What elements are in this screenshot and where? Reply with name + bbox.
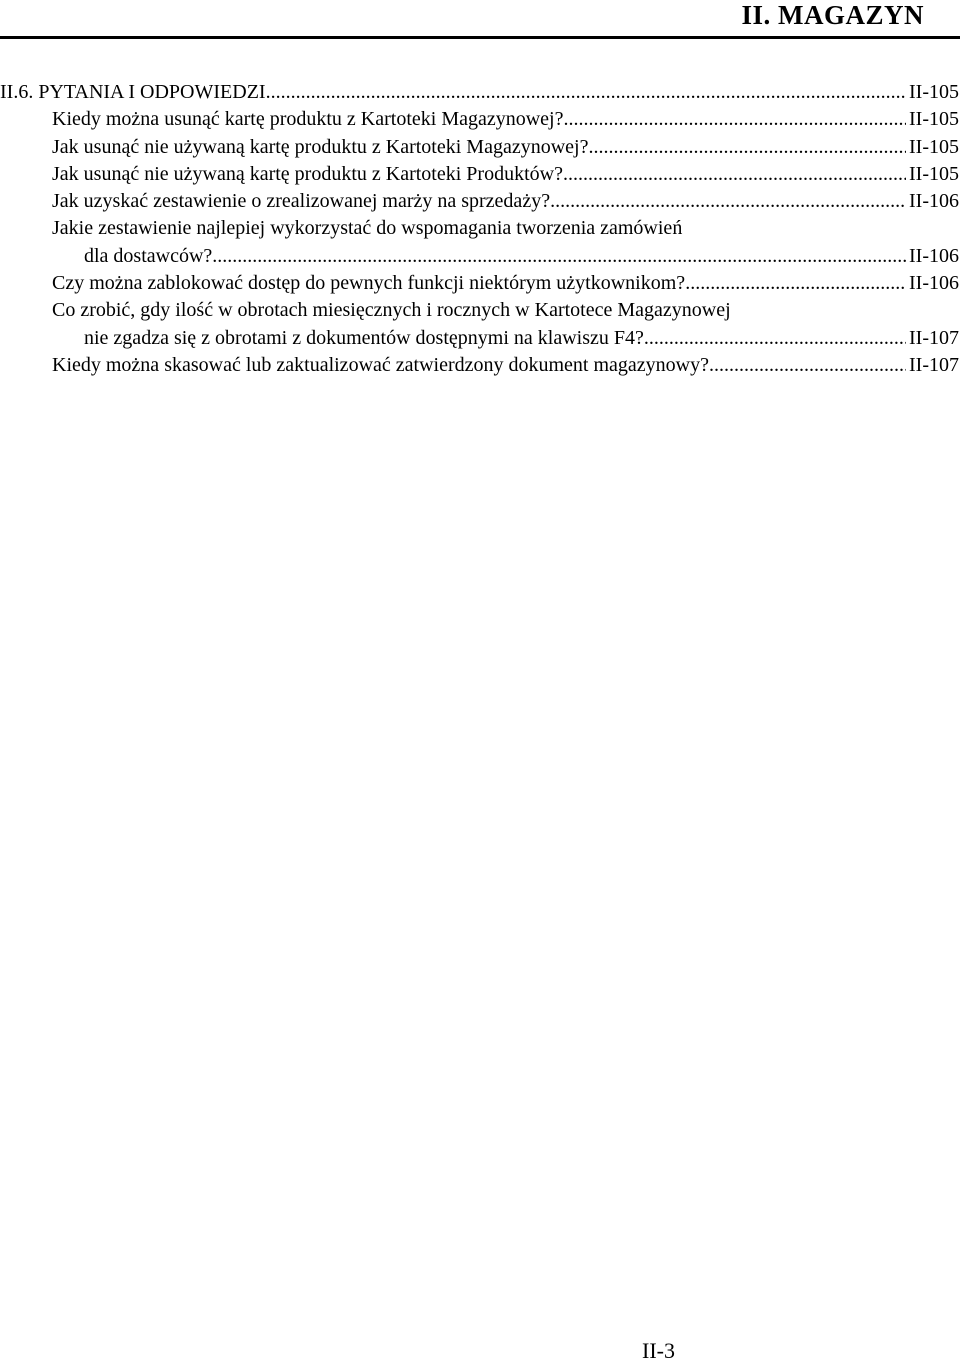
- toc-entry-page: II-106: [909, 244, 959, 267]
- toc-entry-text: nie zgadza się z obrotami z dokumentów dostępnymi na klawiszu F4?: [84, 326, 644, 349]
- toc-entry-continuation[interactable]: [0, 243, 960, 270]
- toc-entry-page: II-105: [909, 135, 959, 158]
- toc-entry-page: II-105: [909, 108, 959, 131]
- toc-leader-dots: [588, 134, 906, 161]
- toc-leader-dots: [550, 188, 906, 215]
- table-of-contents: [0, 79, 960, 379]
- toc-entry-continuation[interactable]: [0, 325, 960, 352]
- toc-leader-dots: [563, 161, 906, 188]
- toc-entry-text: Jakie zestawienie najlepiej wykorzystać do wspomagania tworzenia zamówień: [52, 217, 683, 240]
- toc-leader-dots: [266, 79, 906, 106]
- toc-entry[interactable]: [0, 106, 960, 133]
- toc-entry[interactable]: [0, 215, 960, 242]
- toc-entry[interactable]: [0, 134, 960, 161]
- toc-leader-dots: [709, 352, 906, 379]
- toc-entry-page: II-105: [909, 81, 959, 103]
- toc-entry[interactable]: [0, 161, 960, 188]
- toc-entry-text: II.6. PYTANIA I ODPOWIEDZI: [0, 81, 266, 103]
- toc-entry-text: Jak uzyskać zestawienie o zrealizowanej marży na sprzedaży?: [52, 190, 551, 213]
- toc-entry-page: II-106: [909, 272, 959, 295]
- toc-entry-text: Kiedy można skasować lub zaktualizować zatwierdzony dokument magazynowy?: [52, 353, 709, 376]
- toc-entry-page: II-107: [909, 353, 959, 376]
- toc-leader-dots: [212, 243, 906, 270]
- toc-entry-text: Co zrobić, gdy ilość w obrotach miesięcznych i rocznych w Kartotece Magazynowej: [52, 299, 731, 322]
- toc-leader-dots: [644, 325, 906, 352]
- toc-entry[interactable]: [0, 270, 960, 297]
- toc-entry-page: II-106: [909, 190, 959, 213]
- toc-entry[interactable]: [0, 297, 960, 324]
- toc-entry-text: Czy można zablokować dostęp do pewnych funkcji niektórym użytkownikom?: [52, 272, 686, 295]
- toc-entry-text: Kiedy można usunąć kartę produktu z Kartoteki Magazynowej?: [52, 108, 564, 131]
- toc-entry[interactable]: [0, 352, 960, 379]
- toc-entry[interactable]: [0, 188, 960, 215]
- header-rule: [0, 36, 960, 39]
- toc-entry-text: Jak usunąć nie używaną kartę produktu z Kartoteki Produktów?: [52, 162, 563, 185]
- page-number: II-3: [642, 1338, 675, 1363]
- toc-entry-page: II-107: [909, 326, 959, 349]
- toc-entry-text: Jak usunąć nie używaną kartę produktu z Kartoteki Magazynowej?: [52, 135, 589, 158]
- toc-entry-page: II-105: [909, 162, 959, 185]
- chapter-title: II. MAGAZYN: [741, 0, 924, 30]
- toc-leader-dots: [685, 270, 906, 297]
- toc-leader-dots: [563, 106, 906, 133]
- toc-entry-section[interactable]: [0, 79, 960, 106]
- toc-entry-text: dla dostawców?: [84, 244, 213, 267]
